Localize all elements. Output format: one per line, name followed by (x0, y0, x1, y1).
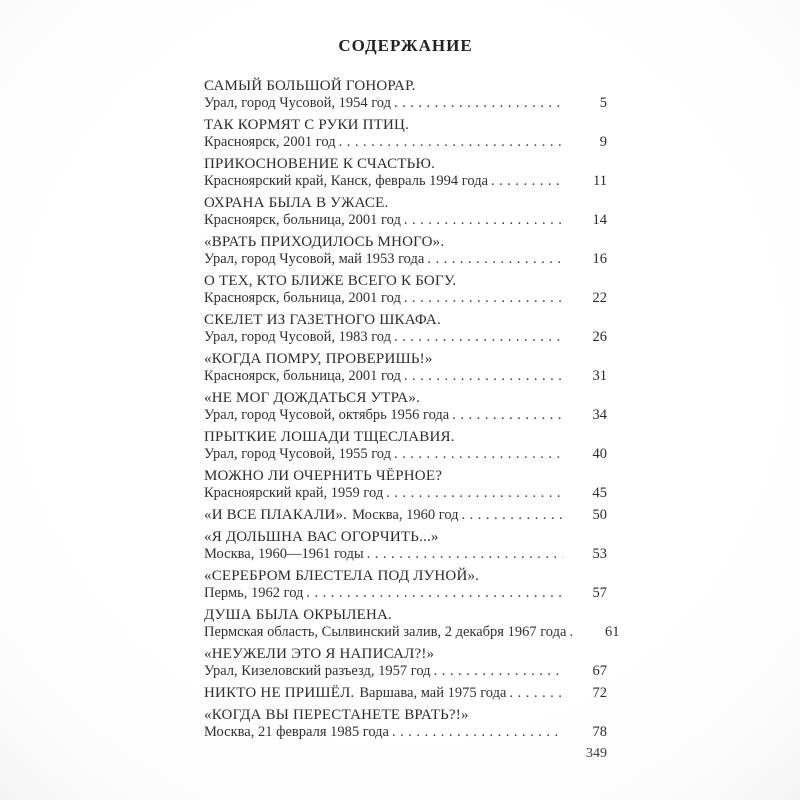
dot-leader (394, 446, 563, 463)
toc-entry (204, 273, 607, 307)
dot-leader (491, 173, 563, 190)
toc-entry (204, 646, 607, 680)
toc-entry-subtitle: Урал, Кизеловский разъезд, 1957 год (204, 663, 431, 679)
toc-entry-page-number: 31 (592, 368, 607, 384)
toc-entry-subtitle: Урал, город Чусовой, 1954 год (204, 95, 391, 111)
dot-leader (452, 407, 563, 424)
toc-entry (204, 468, 607, 502)
dot-leader (386, 485, 563, 502)
toc-entry (204, 390, 607, 424)
toc-entry-title: САМЫЙ БОЛЬШОЙ ГОНОРАР. (204, 78, 416, 94)
toc-entry-title: «СЕРЕБРОМ БЛЕСТЕЛА ПОД ЛУНОЙ». (204, 568, 480, 584)
toc-entry (204, 351, 607, 385)
toc-entry (204, 156, 607, 190)
contents-heading: СОДЕРЖАНИЕ (338, 36, 473, 55)
toc-entry-subtitle: Москва, 1960 год (352, 507, 459, 523)
dot-leader (434, 663, 563, 680)
dot-leader (367, 546, 563, 563)
toc-entry-subtitle: Урал, город Чусовой, 1983 год (204, 329, 391, 345)
toc-entry-title: «КОГДА ПОМРУ, ПРОВЕРИШЬ!» (204, 351, 433, 367)
toc-entry-page-number: 67 (592, 663, 607, 679)
toc-entry-row (204, 407, 607, 424)
toc-entry-title: СКЕЛЕТ ИЗ ГАЗЕТНОГО ШКАФА. (204, 312, 441, 328)
toc-entry-page-number: 45 (592, 485, 607, 501)
toc-list (204, 78, 620, 741)
book-page-number: 349 (586, 746, 607, 761)
toc-entry-title: «КОГДА ВЫ ПЕРЕСТАНЕТЕ ВРАТЬ?!» (204, 707, 469, 723)
toc-entry-title: ТАК КОРМЯТ С РУКИ ПТИЦ. (204, 117, 410, 133)
toc-entry-title: «Я ДОЛЬШНА ВАС ОГОРЧИТЬ...» (204, 529, 439, 545)
toc-entry-subtitle: Москва, 21 февраля 1985 года (204, 724, 389, 740)
dot-leader (404, 368, 563, 385)
toc-entry-subtitle: Урал, город Чусовой, 1955 год (204, 446, 391, 462)
toc-entry-title: «НЕ МОГ ДОЖДАТЬСЯ УТРА». (204, 390, 420, 406)
toc-entry-page-number: 26 (592, 329, 607, 345)
toc-entry-row (204, 624, 620, 641)
toc-entry (204, 117, 607, 151)
toc-entry-title: МОЖНО ЛИ ОЧЕРНИТЬ ЧЁРНОЕ? (204, 468, 443, 484)
toc-entry-row (204, 724, 607, 741)
toc-entry-row (204, 251, 607, 268)
toc-entry-title: ОХРАНА БЫЛА В УЖАСЕ. (204, 195, 389, 211)
toc-entry-page-number: 53 (592, 546, 607, 562)
toc-entry-title: «ВРАТЬ ПРИХОДИЛОСЬ МНОГО». (204, 234, 445, 250)
toc-entry-page-number: 61 (604, 624, 620, 640)
dot-leader (427, 251, 563, 268)
toc-entry (204, 78, 607, 112)
toc-entry-page-number: 50 (592, 507, 607, 523)
toc-entry-row (204, 134, 607, 151)
dot-leader (394, 95, 563, 112)
toc-entry-page-number: 40 (592, 446, 607, 462)
toc-entry-subtitle: Красноярский край, Канск, февраль 1994 года (204, 173, 489, 189)
toc-entry-page-number: 14 (592, 212, 607, 228)
toc-entry-subtitle: Пермь, 1962 год (204, 585, 304, 601)
toc-entry-title: ПРИКОСНОВЕНИЕ К СЧАСТЬЮ. (204, 156, 436, 172)
toc-entry-row (204, 173, 607, 190)
toc-entry (204, 529, 607, 563)
toc-entry-row (204, 368, 607, 385)
toc-entry-page-number: 57 (592, 585, 607, 601)
toc-entry (204, 568, 607, 602)
dot-leader (462, 507, 563, 524)
dot-leader (306, 585, 563, 602)
toc-entry (204, 507, 607, 524)
toc-entry-subtitle: Красноярск, 2001 год (204, 134, 336, 150)
toc-entry (204, 685, 607, 702)
toc-entry-row (204, 212, 607, 229)
toc-entry-subtitle: Красноярск, больница, 2001 год (204, 368, 401, 384)
toc-entry-subtitle: Урал, город Чусовой, октябрь 1956 года (204, 407, 450, 423)
toc-entry-page-number: 72 (592, 685, 607, 701)
toc-entry-row (204, 663, 607, 680)
dot-leader (404, 212, 563, 229)
toc-entry-row (204, 485, 607, 502)
toc-entry-subtitle: Варшава, май 1975 года (359, 685, 507, 701)
toc-entry-row (204, 507, 607, 524)
toc-entry-page-number: 5 (599, 95, 607, 111)
toc-entry-page-number: 11 (593, 173, 607, 189)
dot-leader (392, 724, 563, 741)
toc-entry-page-number: 78 (592, 724, 607, 740)
toc-entry-subtitle: Красноярский край, 1959 год (204, 485, 384, 501)
toc-entry (204, 429, 607, 463)
toc-entry-page-number: 9 (599, 134, 607, 150)
dot-leader (404, 290, 563, 307)
dot-leader (509, 685, 563, 702)
toc-entry-row (204, 290, 607, 307)
toc-entry-row (204, 95, 607, 112)
toc-entry-subtitle: Москва, 1960—1961 годы (204, 546, 364, 562)
toc-entry-title: ДУША БЫЛА ОКРЫЛЕНА. (204, 607, 393, 623)
toc-entry-row (204, 685, 607, 702)
book-page (204, 36, 620, 762)
toc-entry-title: О ТЕХ, КТО БЛИЖЕ ВСЕГО К БОГУ. (204, 273, 457, 289)
toc-entry-subtitle: Урал, город Чусовой, май 1953 года (204, 251, 425, 267)
dot-leader (394, 329, 563, 346)
toc-entry-subtitle: Красноярск, больница, 2001 год (204, 212, 401, 228)
toc-entry-title: ПРЫТКИЕ ЛОШАДИ ТЩЕСЛАВИЯ. (204, 429, 455, 445)
dot-leader (339, 134, 563, 151)
toc-entry-page-number: 16 (592, 251, 607, 267)
toc-entry (204, 707, 607, 741)
toc-entry (204, 234, 607, 268)
toc-entry-page-number: 22 (592, 290, 607, 306)
toc-entry-subtitle: Красноярск, больница, 2001 год (204, 290, 401, 306)
toc-entry (204, 312, 607, 346)
toc-entry-title: «НЕУЖЕЛИ ЭТО Я НАПИСАЛ?!» (204, 646, 435, 662)
toc-entry-row (204, 446, 607, 463)
toc-entry-row (204, 329, 607, 346)
toc-entry-subtitle: Пермская область, Сылвинский залив, 2 декабря 1967 года (204, 624, 567, 640)
toc-entry-row (204, 546, 607, 563)
toc-entry-title: НИКТО НЕ ПРИШЁЛ. (204, 685, 355, 701)
toc-entry-title: «И ВСЕ ПЛАКАЛИ». (204, 507, 348, 523)
toc-entry (204, 607, 620, 641)
toc-entry-page-number: 34 (592, 407, 607, 423)
toc-entry-row (204, 585, 607, 602)
toc-entry (204, 195, 607, 229)
